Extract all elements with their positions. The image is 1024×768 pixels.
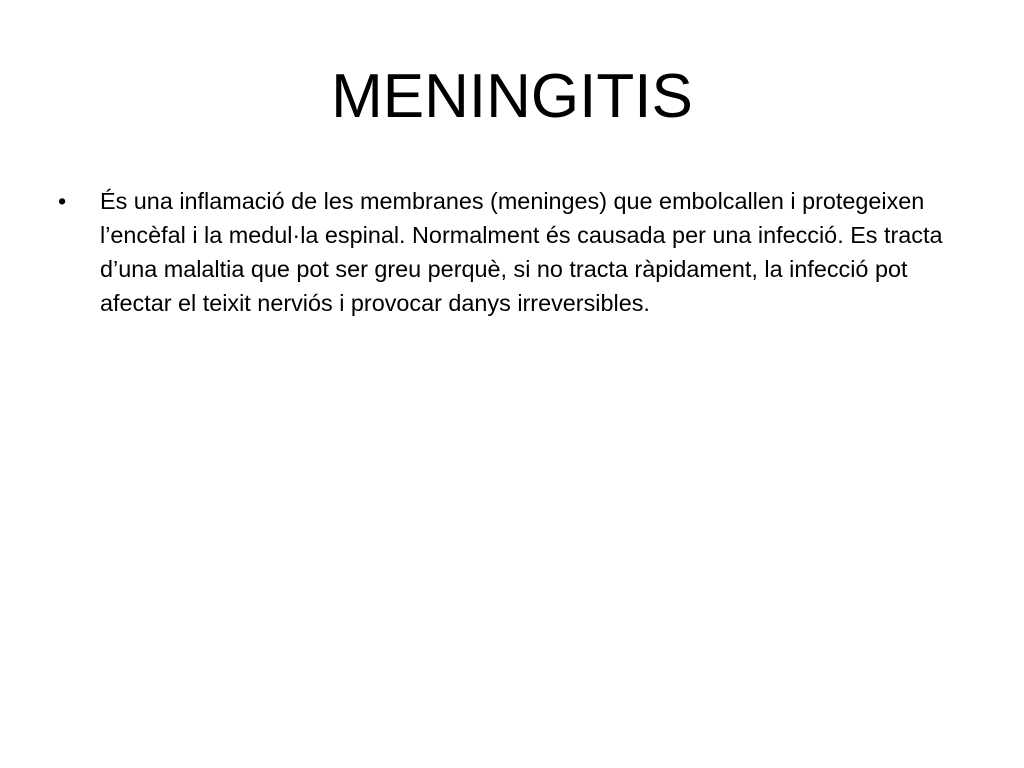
slide-title: MENINGITIS: [331, 62, 693, 131]
bullet-marker: •: [58, 188, 67, 214]
bullet-item: [58, 184, 978, 320]
bullet-text: És una inflamació de les membranes (meninges) que embolcallen i protegeixen l’encèfal i la medul·la espinal. Normalment és causada per una infecció. Es tracta d’una malaltia que pot ser greu perquè, si no tracta ràpidament, la infecció pot afectar el teixit nerviós i provocar danys irreversibles.: [100, 188, 943, 316]
bullet-list: [58, 184, 978, 320]
